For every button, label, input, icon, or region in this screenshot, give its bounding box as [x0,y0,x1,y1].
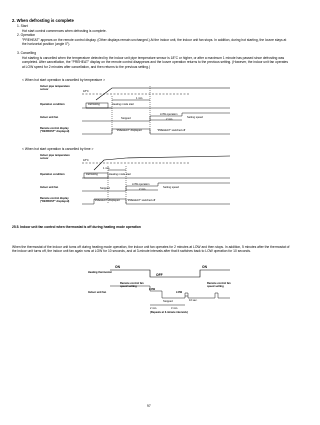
low-label: LOW [176,291,183,294]
thermostat-label: Heating thermostat [88,271,112,274]
item-number: 3. Cancelling [17,51,37,55]
duration-label: 1 min. [103,167,111,170]
low-operation-label: LOW operation [160,113,178,116]
low-label: LOW [149,288,156,291]
row-label: Operation condition [40,103,65,106]
stopped-label: Stopped [100,187,110,190]
defrosting-label: Defrosting [88,103,100,106]
row-label: Indoor unit fan [40,186,59,189]
row-label: Remote control display ("DEFROST" displayed) [40,197,70,203]
heating-label: Heating mode start [109,173,131,176]
setting-speed-label: Setting speed [187,116,203,119]
stopped-label: Stopped [121,117,131,120]
temperature-label: 18°C [83,159,89,162]
item-text: "PREHEAT" appears on the remote control display. (Other displays remain unchanged.) At the indoor unit, the indoor unit fan stops. In addition, during hot starting, the louvre stays at the horizontal position (angle 0°). [22,38,287,47]
preheat-label: "PREHEAT" displayed [94,199,120,202]
duration-label: 2 min. [139,188,147,191]
row-label: Remote control display ("DEFROST" displayed) [40,127,70,133]
setting-speed-label: Setting speed [163,186,179,189]
section-text: When the thermostat of the indoor unit turns off during heating mode operation, the indoor unit fan operates for 2 minutes at LOW and then stops. In addition, 5 minutes after the thermostat of the indoor unit turns off, the indoor unit fan again runs at LOW for 10 seconds, and at 3-minute intervals after that it switches back to LOW operation for 10 seconds. [12,245,290,254]
row-label: Indoor pipe temperature sensor [40,85,70,91]
remote-setting-label: Remote control fan speed setting [207,282,231,288]
section-heading: 25.5. Indoor unit fan control when thermostat is off during heating mode operation [12,225,141,229]
fan-label: Indoor unit fan [88,291,107,294]
row-label: Operation condition [40,173,65,176]
off-label: OFF [156,273,163,277]
section-heading: 2. When defrosting is complete [12,18,74,23]
row-label: Indoor pipe temperature sensor [40,154,70,160]
remote-setting-label: Remote control fan speed setting [120,282,144,288]
on-label: ON [115,265,120,269]
diagram-caption: < When hot start operation is cancelled by time > [22,147,94,151]
preheat-label: "PREHEAT" displayed [116,129,142,132]
duration-label: 10 sec. [189,299,198,302]
item-number: 2. Operation [17,33,36,37]
row-label: Indoor unit fan [40,116,59,119]
duration-label: 2 min. [166,118,174,121]
item-text: Hot starting is cancelled when the temperature detected by the indoor unit pipe temperature sensor is 18°C or higher, or after a maximum 1 minute has passed since defrosting was completed. After cancellation, the "PREHEAT" display on the remote control disappears and the louvre operation returns to the previous setting. (However, the indoor unit fan operates at LOW speed for 2 minutes after cancellation, and then returns to the previous setting.) [22,56,288,69]
temperature-label: 18°C [83,90,89,93]
preheat-off-label: "PREHEAT" switched off [127,199,156,202]
preheat-off-label: "PREHEAT" switched off [157,129,186,132]
duration-label: 3 min. [171,307,179,310]
repeat-note: (Repeats at 3-minute intervals) [150,311,188,314]
on-label: ON [202,265,207,269]
page-number: 97 [147,404,151,408]
low-operation-label: LOW operation [132,183,150,186]
stopped-label: Stopped [163,300,173,303]
item-text: Hot start control commences when defrosting is complete. [22,29,107,33]
item-number: 1. Start [17,24,28,28]
heating-label: Heating mode start [112,103,134,106]
defrosting-label: Defrosting [86,173,98,176]
duration-label: 1 min. [136,97,144,100]
diagram-caption: < When hot start operation is cancelled by temperature > [22,78,106,82]
duration-label: 2 min. [150,307,158,310]
